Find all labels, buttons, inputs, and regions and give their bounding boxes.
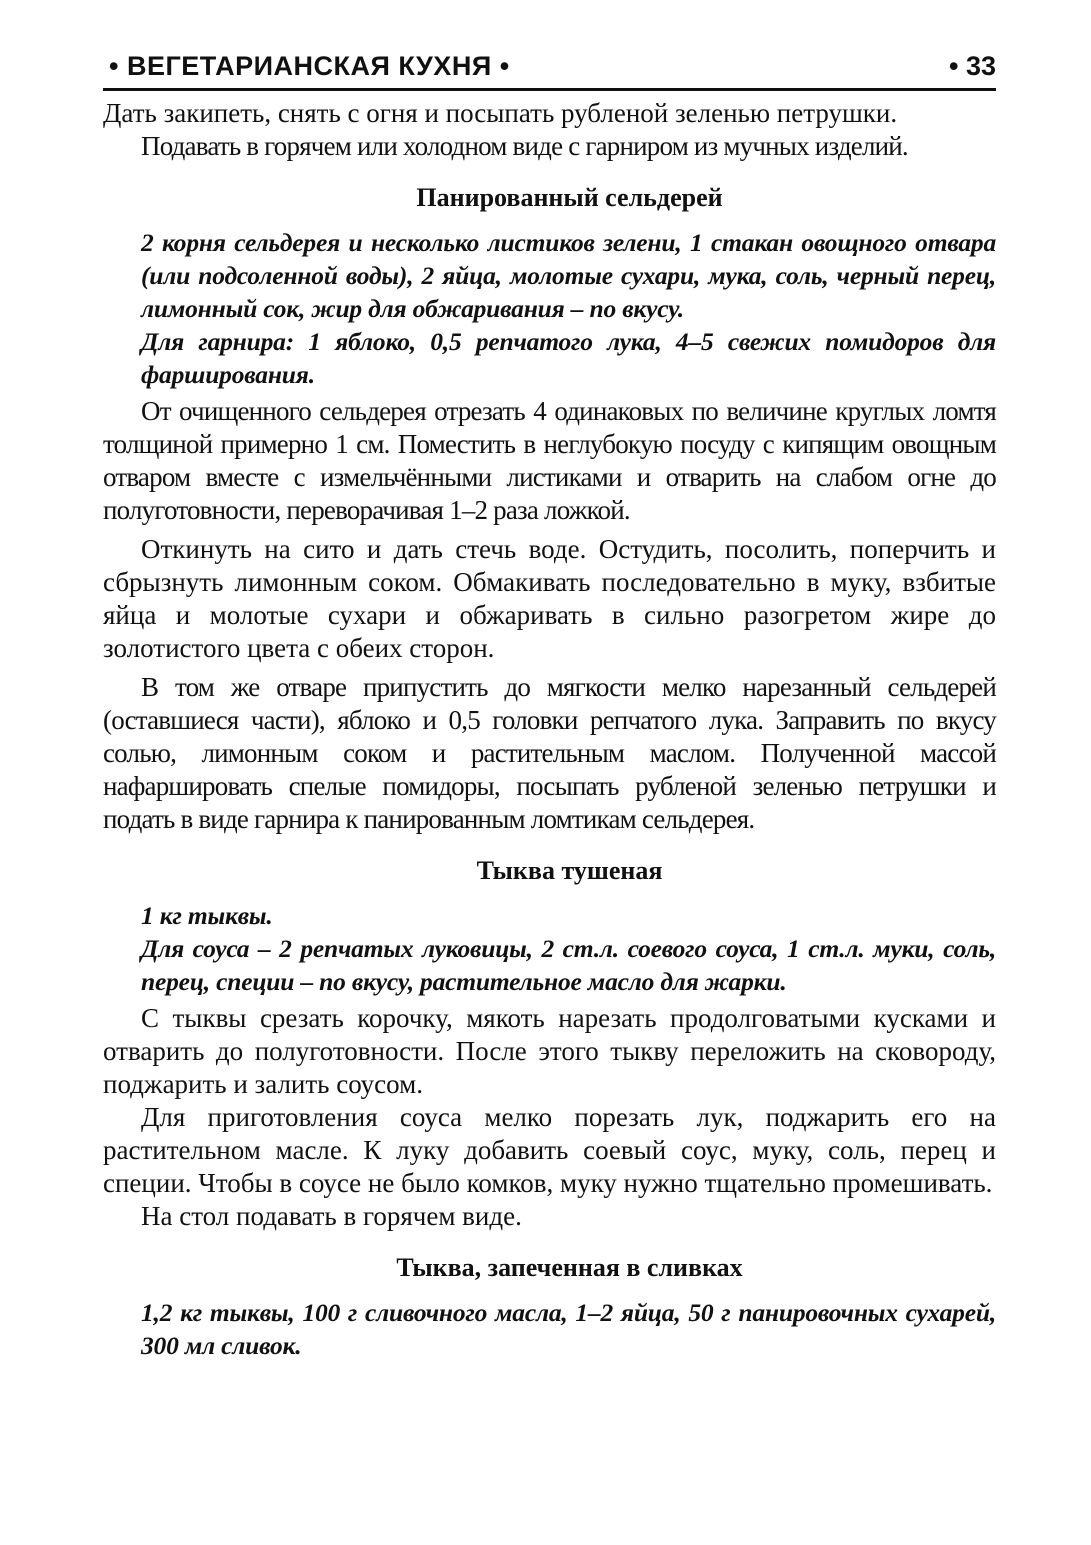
page-header [103,48,996,91]
recipe-title: Панированный сельдерей [416,183,723,212]
paragraph: С тыквы срезать корочку, мякоть нарезать продолговатыми кусками и отварить до полуготовности. После этого тыкву переложить на сковороду, поджарить и залить соусом. [103,1003,996,1099]
recipe-title: Тыква, запеченная в сливках [396,1253,743,1282]
recipe-title: Тыква тушеная [476,856,663,885]
paragraph: Подавать в горячем или холодном виде с гарниром из мучных изделий. [141,131,908,161]
ingredients-list: 1 кг тыквы. [141,901,273,930]
paragraph: На стол подавать в горячем виде. [141,1201,522,1231]
paragraph: В том же отваре припустить до мягкости мелко нарезанный сельдерей (оставшиеся части), яблоко и 0,5 головки репчатого лука. Заправить по вкусу солью, лимонным соком и растительным маслом. Полученной массой нафаршировать спелые помидоры, посыпать рубленой зеленью петрушки и подать в виде гарнира к панированным ломтикам сельдерея. [103,672,996,834]
ingredients-list: 1,2 кг тыквы, 100 г сливочного масла, 1–2 яйца, 50 г панировочных сухарей, 300 мл сливок. [141,1298,996,1360]
ingredients-list: 2 корня сельдерея и несколько листиков зелени, 1 стакан овощного отвара (или подсоленной воды), 2 яйца, молотые сухари, мука, соль, черный перец, лимонный сок, жир для обжаривания – по вкусу. [141,228,996,323]
paragraph: От очищенного сельдерея отрезать 4 одинаковых по величине круглых ломтя толщиной примерно 1 см. Поместить в неглубокую посуду с кипящим овощным отваром вместе с измельчёнными листиками и отварить на слабом огне до полуготовности, переворачивая 1–2 раза ложкой. [103,396,996,525]
ingredients-list: Для гарнира: 1 яблоко, 0,5 репчатого лука, 4–5 свежих помидоров для фарширования. [141,327,996,389]
paragraph: Для приготовления соуса мелко порезать лук, поджарить его на растительном масле. К луку добавить соевый соус, муку, соль, перец и специи. Чтобы в соусе не было комков, муку нужно тщательно промешивать. [103,1102,996,1198]
book-page [103,48,996,1362]
paragraph: Дать закипеть, снять с огня и посыпать рубленой зеленью петрушки. [103,98,898,128]
page-number: • 33 [949,51,996,81]
running-title: • ВЕГЕТАРИАНСКАЯ КУХНЯ • [109,51,510,81]
paragraph: Откинуть на сито и дать стечь воде. Остудить, посолить, поперчить и сбрызнуть лимонным соком. Обмакивать последовательно в муку, взбитые яйца и молотые сухари и обжаривать в сильно разогретом жире до золотистого цвета с обеих сторон. [103,534,996,663]
ingredients-list: Для соуса – 2 репчатых луковицы, 2 ст.л. соевого соуса, 1 ст.л. муки, соль, перец, специи – по вкусу, растительное масло для жарки. [141,934,996,996]
